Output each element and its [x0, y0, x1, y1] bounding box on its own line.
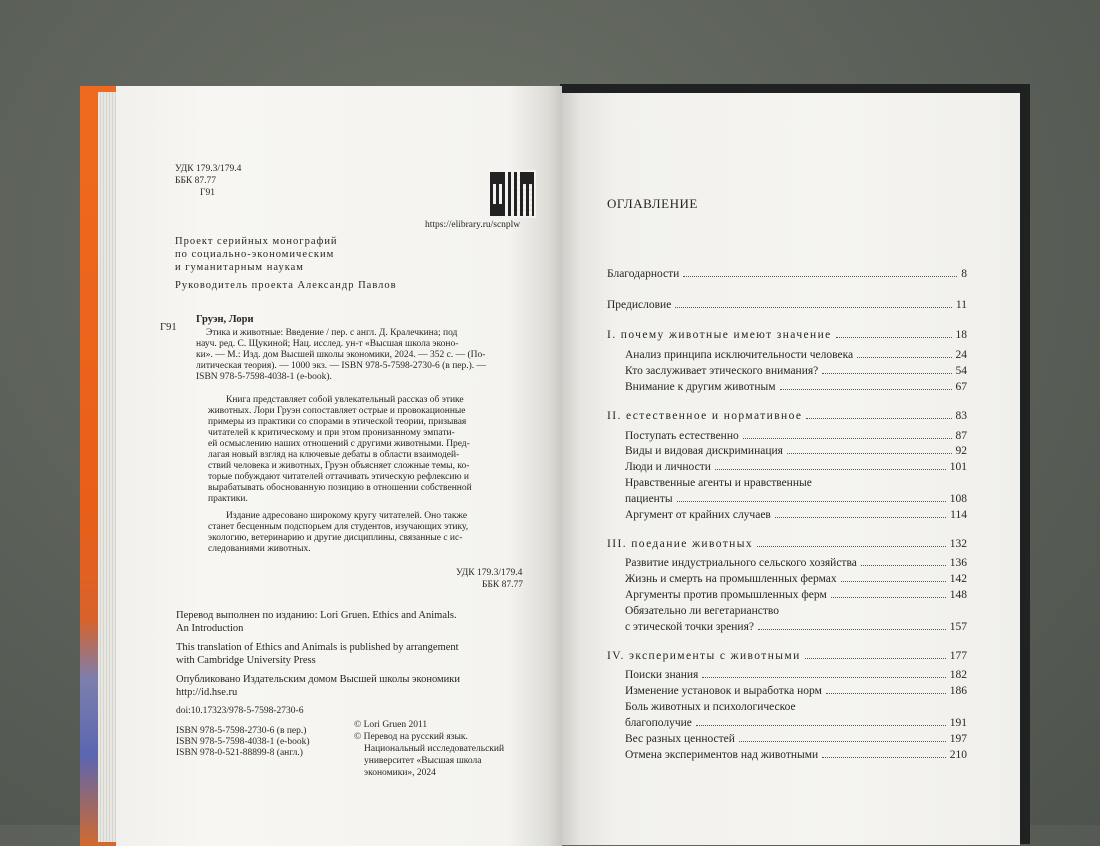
toc-entry-label: пациенты — [625, 493, 673, 505]
annotation-line: вырабатывать обоснованную позицию в отношении собственной — [208, 483, 472, 493]
toc-entry-page: 136 — [949, 557, 967, 569]
toc-entry-page: 54 — [955, 365, 967, 377]
toc-entry — [625, 365, 967, 377]
toc-entry-page: 11 — [955, 299, 967, 311]
toc-entry-page: 92 — [955, 445, 967, 457]
doi: doi:10.17323/978-5-7598-2730-6 — [176, 706, 304, 716]
toc-entry-page: 132 — [949, 538, 967, 550]
toc-leader-dots — [822, 373, 951, 374]
annotation-line: Книга представляет собой увлекательный рассказ об этике — [226, 395, 464, 405]
copyright-line: университет «Высшая школа — [364, 756, 482, 766]
toc-entry-label: Поиски знания — [625, 669, 699, 681]
toc-entry-label: Предисловие — [607, 299, 672, 311]
bbk-repeat: ББК 87.77 — [482, 580, 523, 590]
toc-entry — [625, 493, 967, 505]
toc-entry-label: Кто заслуживает этического внимания? — [625, 365, 819, 377]
toc-entry-label: Нравственные агенты и нравственные — [625, 477, 812, 489]
toc-entry-label: Поступать естественно — [625, 430, 739, 442]
copyright-line: экономики», 2024 — [364, 768, 436, 778]
toc-entry-page: 87 — [955, 430, 967, 442]
project-head: Руководитель проекта Александр Павлов — [175, 280, 397, 291]
toc-leader-dots — [739, 741, 946, 742]
project-line: и гуманитарным наукам — [175, 262, 304, 273]
toc-entry-label: I. почему животные имеют значение — [607, 329, 832, 341]
toc-entry — [607, 329, 967, 341]
biblio-line: Этика и животные: Введение / пер. с англ. Д. Кралечкина; под — [206, 328, 458, 338]
elibrary-url: https://elibrary.ru/scnplw — [425, 220, 521, 230]
toc-entry — [607, 650, 967, 662]
toc-entry — [625, 589, 967, 601]
toc-entry-label: с этической точки зрения? — [625, 621, 754, 633]
toc-entry-page: 177 — [949, 650, 967, 662]
toc-entry — [625, 430, 967, 442]
toc-entry-label: Виды и видовая дискриминация — [625, 445, 783, 457]
arrangement-line: This translation of Ethics and Animals is published by arrangement — [176, 642, 459, 653]
toc-entry-page: 157 — [949, 621, 967, 633]
toc-leader-dots — [702, 677, 945, 678]
toc-entry — [625, 717, 967, 729]
toc-entry-page: 191 — [949, 717, 967, 729]
toc-leader-dots — [675, 307, 952, 308]
toc-entry — [607, 410, 967, 422]
toc-entry — [625, 445, 967, 457]
isbn-line: ISBN 978-0-521-88899-8 (англ.) — [176, 748, 303, 758]
toc-leader-dots — [677, 501, 946, 502]
toc-entry-page: 67 — [955, 381, 967, 393]
annotation-line: читателей к критическому и при этом пронизанному эмпати- — [208, 428, 455, 438]
toc-entry — [625, 381, 967, 393]
page-stack-edge — [98, 92, 118, 842]
toc-entry — [607, 538, 967, 550]
copyright-line: © Перевод на русский язык. — [354, 732, 468, 742]
audience-line: следованиями животных. — [208, 544, 311, 554]
toc-entry-page: 114 — [950, 509, 967, 521]
toc-entry-label: Развитие индустриального сельского хозяйства — [625, 557, 857, 569]
biblio-line: науч. ред. С. Щукиной; Нац. исслед. ун-т «Высшая школа эконо- — [196, 339, 459, 349]
annotation-line: практики. — [208, 494, 248, 504]
biblio-code: Г91 — [160, 322, 177, 333]
toc-leader-dots — [841, 581, 946, 582]
toc-leader-dots — [683, 276, 957, 277]
toc-entry — [625, 349, 967, 361]
annotation-line: торые побуждают читателей оттачивать этическую рефлексию и — [208, 472, 470, 482]
toc-entry-page: 210 — [949, 749, 967, 761]
toc-entry-label: благополучие — [625, 717, 692, 729]
toc-leader-dots — [780, 389, 952, 390]
toc-entry-label: Обязательно ли вегетарианство — [625, 605, 779, 617]
toc-entry-label: Вес разных ценностей — [625, 733, 735, 745]
toc-entry-label: Отмена экспериментов над животными — [625, 749, 819, 761]
toc-entry — [625, 749, 967, 761]
toc-leader-dots — [822, 757, 946, 758]
toc-entry — [625, 733, 967, 745]
biblio-line: ISBN 978-5-7598-4038-1 (e-book). — [196, 372, 332, 382]
toc-entry-page: 108 — [949, 493, 967, 505]
annotation-line: ей осмыслению наших отношений с другими животными. Пред- — [208, 439, 470, 449]
toc-leader-dots — [743, 438, 952, 439]
toc-leader-dots — [861, 565, 946, 566]
project-line: по социально-экономическим — [175, 249, 335, 260]
toc-entry-label: IV. эксперименты с животными — [607, 650, 801, 662]
toc-entry — [625, 669, 967, 681]
toc-entry-page: 18 — [955, 329, 967, 341]
toc-entry-page: 83 — [955, 410, 967, 422]
biblio-line: ки». — М.: Изд. дом Высшей школы экономики, 2024. — 352 с. — (По- — [196, 350, 486, 360]
toc-entry-page: 24 — [955, 349, 967, 361]
toc-leader-dots — [806, 418, 951, 419]
toc-leader-dots — [758, 629, 946, 630]
toc-leader-dots — [857, 357, 951, 358]
toc-entry-page: 197 — [949, 733, 967, 745]
toc-entry-label: Жизнь и смерть на промышленных фермах — [625, 573, 837, 585]
toc-entry-page: 142 — [949, 573, 967, 585]
toc-entry-label: Аргументы против промышленных ферм — [625, 589, 827, 601]
annotation-line: ствий человека и животных, Груэн объясняет сложные темы, ко- — [208, 461, 470, 471]
udk: УДК 179.3/179.4 — [175, 164, 242, 174]
arrangement-line: with Cambridge University Press — [176, 655, 316, 666]
toc-leader-dots — [836, 337, 952, 338]
toc-entry-label: III. поедание животных — [607, 538, 753, 550]
audience-line: Издание адресовано широкому кругу читателей. Оно также — [226, 511, 468, 521]
isbn-line: ISBN 978-5-7598-4038-1 (e-book) — [176, 737, 310, 747]
published-line: Опубликовано Издательским домом Высшей школы экономики — [176, 674, 460, 685]
toc-entry-page: 101 — [949, 461, 967, 473]
qr-code-icon — [488, 170, 536, 218]
audience-line: станет бесценным подспорьем для студентов, изучающих этику, — [208, 522, 469, 532]
toc-entry — [625, 685, 967, 697]
biblio-author: Груэн, Лори — [196, 314, 254, 325]
audience-line: экологию, ветеринарию и другие дисциплины, связанные с ис- — [208, 533, 463, 543]
bbk: ББК 87.77 — [175, 176, 216, 186]
toc-entry-label: II. естественное и нормативное — [607, 410, 803, 422]
toc-leader-dots — [826, 693, 946, 694]
toc-entry — [625, 573, 967, 585]
annotation-line: примеры из практики со спорами в этической теории, призывая — [208, 417, 467, 427]
udk-repeat: УДК 179.3/179.4 — [456, 568, 523, 578]
toc-entry — [625, 701, 967, 713]
translation-line: An Introduction — [176, 623, 244, 634]
toc-leader-dots — [696, 725, 946, 726]
toc-title: ОГЛАВЛЕНИЕ — [607, 196, 698, 211]
left-page — [116, 86, 562, 846]
toc-entry-label: Боль животных и психологическое — [625, 701, 796, 713]
toc-entry — [625, 461, 967, 473]
right-page — [562, 93, 1020, 845]
biblio-line: литическая теория). — 1000 экз. — ISBN 978-5-7598-2730-6 (в пер.). — — [196, 361, 487, 371]
toc-leader-dots — [757, 546, 946, 547]
toc-entry-page: 186 — [949, 685, 967, 697]
toc-entry-label: Внимание к другим животным — [625, 381, 776, 393]
copyright-line: © Lori Gruen 2011 — [354, 720, 428, 730]
toc-entry-page: 182 — [949, 669, 967, 681]
toc-entry-label: Благодарности — [607, 268, 680, 280]
project-line: Проект серийных монографий — [175, 236, 338, 247]
copyright-line: Национальный исследовательский — [364, 744, 505, 754]
toc-entry — [625, 605, 967, 617]
toc-entry-label: Изменение установок и выработка норм — [625, 685, 822, 697]
toc-entry-label: Аргумент от крайних случаев — [625, 509, 771, 521]
toc-leader-dots — [775, 517, 946, 518]
toc-entry — [625, 557, 967, 569]
toc-entry — [607, 299, 967, 311]
translation-line: Перевод выполнен по изданию: Lori Gruen. Ethics and Animals. — [176, 610, 457, 621]
toc-entry — [625, 621, 967, 633]
toc-leader-dots — [831, 597, 946, 598]
toc-leader-dots — [805, 658, 946, 659]
toc-leader-dots — [787, 453, 952, 454]
published-url: http://id.hse.ru — [176, 687, 238, 698]
index-code: Г91 — [200, 188, 215, 198]
toc-leader-dots — [715, 469, 946, 470]
annotation-line: животных. Лори Груэн сопоставляет острые и провокационные — [208, 406, 466, 416]
toc-entry — [625, 477, 967, 489]
toc-entry — [607, 268, 967, 280]
isbn-line: ISBN 978-5-7598-2730-6 (в пер.) — [176, 726, 307, 736]
toc-entry-label: Анализ принципа исключительности человека — [625, 349, 854, 361]
toc-entry-page: 8 — [961, 268, 967, 280]
toc-entry-page: 148 — [949, 589, 967, 601]
toc-entry — [625, 509, 967, 521]
toc-entry-label: Люди и личности — [625, 461, 711, 473]
annotation-line: лагая новый взгляд на ключевые дебаты в области взаимодей- — [208, 450, 460, 460]
